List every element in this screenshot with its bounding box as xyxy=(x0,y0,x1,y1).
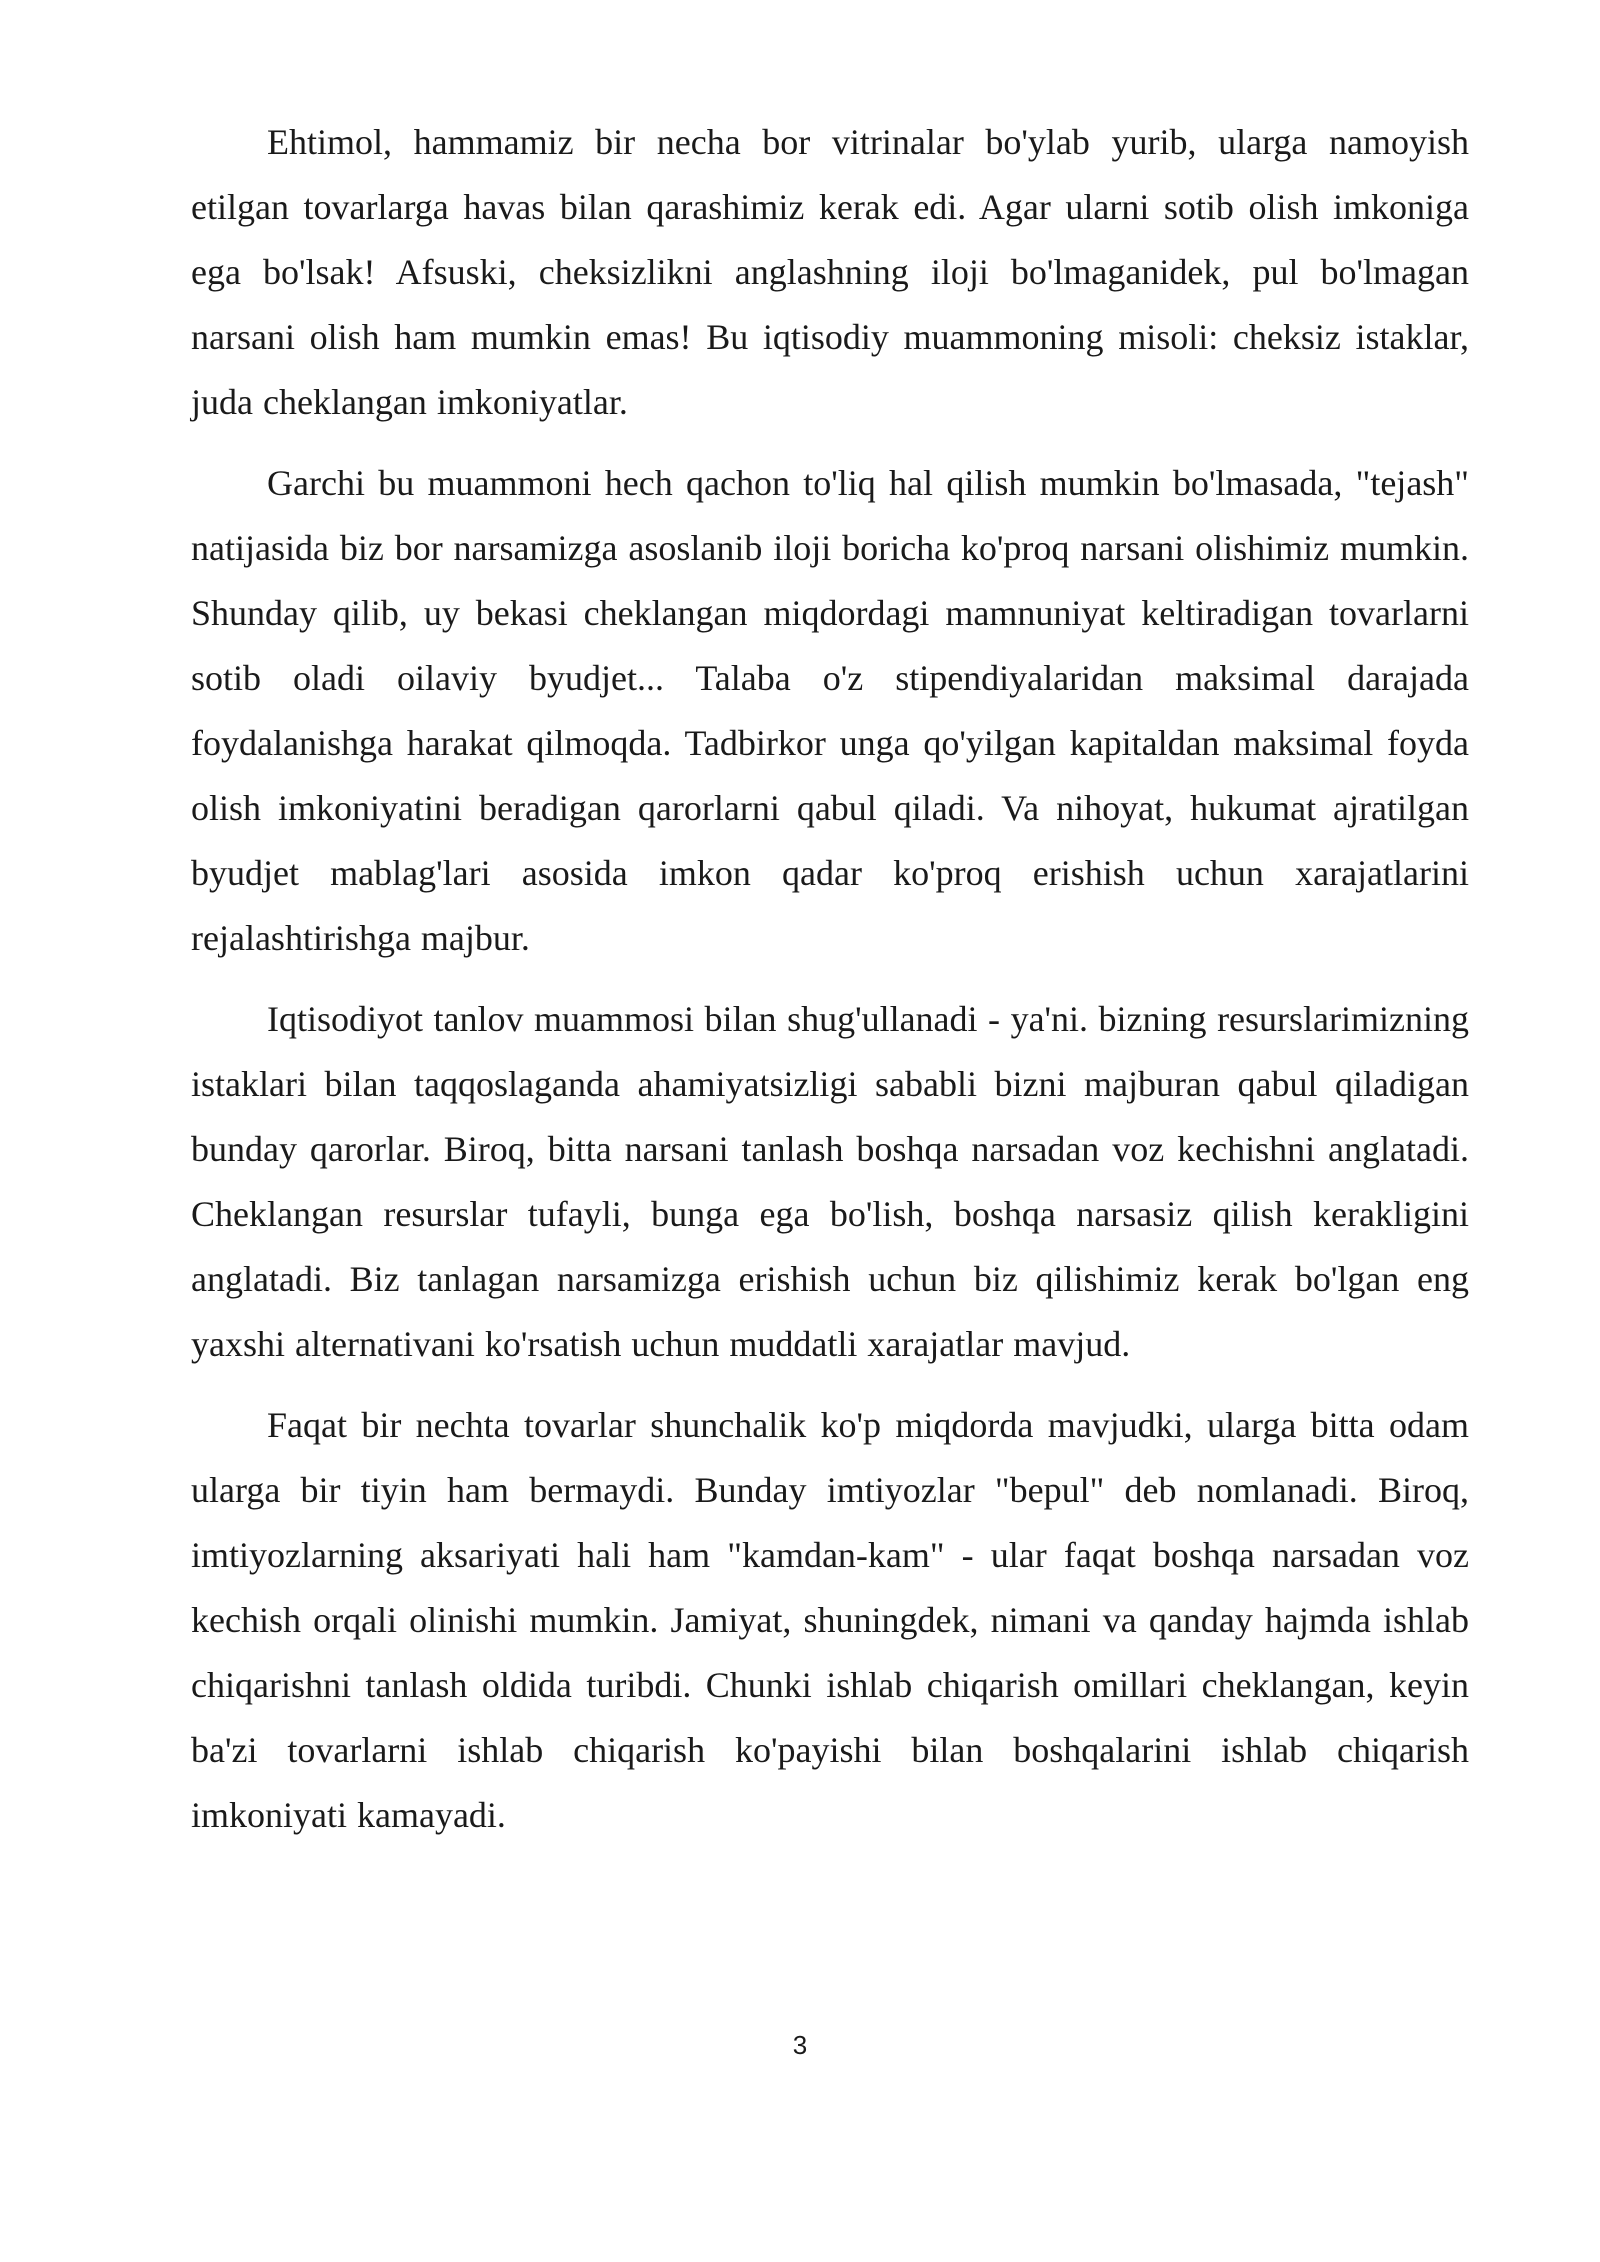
body-text xyxy=(191,110,1469,1864)
page-number: 3 xyxy=(792,2030,808,2060)
paragraph-4: Faqat bir nechta tovarlar shunchalik ko'p miqdorda mavjudki, ularga bitta odam ularga bir tiyin ham bermaydi. Bunday imtiyozlar "bepul" deb nomlanadi. Biroq, imtiyozlarning aksariyati hali ham "kamdan-kam" - ular faqat boshqa narsadan voz kechish orqali olinishi mumkin. Jamiyat, shuningdek, nimani va qanday hajmda ishlab chiqarishni tanlash oldida turibdi. Chunki ishlab chiqarish omillari cheklangan, keyin ba'zi tovarlarni ishlab chiqarish ko'payishi bilan boshqalarini ishlab chiqarish imkoniyati kamayadi. xyxy=(191,1405,1469,1835)
paragraph-2: Garchi bu muammoni hech qachon to'liq hal qilish mumkin bo'lmasada, "tejash" natijasida biz bor narsamizga asoslanib iloji boricha ko'proq narsani olishimiz mumkin. Shunday qilib, uy bekasi cheklangan miqdordagi mamnuniyat keltiradigan tovarlarni sotib oladi oilaviy byudjet... Talaba o'z stipendiyalaridan maksimal darajada foydalanishga harakat qilmoqda. Tadbirkor unga qo'yilgan kapitaldan maksimal foyda olish imkoniyatini beradigan qarorlarni qabul qiladi. Va nihoyat, hukumat ajratilgan byudjet mablag'lari asosida imkon qadar ko'proq erishish uchun xarajatlarini rejalashtirishga majbur. xyxy=(191,463,1469,958)
paragraph-1: Ehtimol, hammamiz bir necha bor vitrinalar bo'ylab yurib, ularga namoyish etilgan tovarlarga havas bilan qarashimiz kerak edi. Agar ularni sotib olish imkoniga ega bo'lsak! Afsuski, cheksizlikni anglashning iloji bo'lmaganidek, pul bo'lmagan narsani olish ham mumkin emas! Bu iqtisodiy muammoning misoli: cheksiz istaklar, juda cheklangan imkoniyatlar. xyxy=(191,122,1469,422)
paragraph-3: Iqtisodiyot tanlov muammosi bilan shug'ullanadi - ya'ni. bizning resurslarimizning istaklari bilan taqqoslaganda ahamiyatsizligi sababli bizni majburan qabul qiladigan bunday qarorlar. Biroq, bitta narsani tanlash boshqa narsadan voz kechishni anglatadi. Cheklangan resurslar tufayli, bunga ega bo'lish, boshqa narsasiz qilish kerakligini anglatadi. Biz tanlagan narsamizga erishish uchun biz qilishimiz kerak bo'lgan eng yaxshi alternativani ko'rsatish uchun muddatli xarajatlar mavjud. xyxy=(191,999,1469,1364)
